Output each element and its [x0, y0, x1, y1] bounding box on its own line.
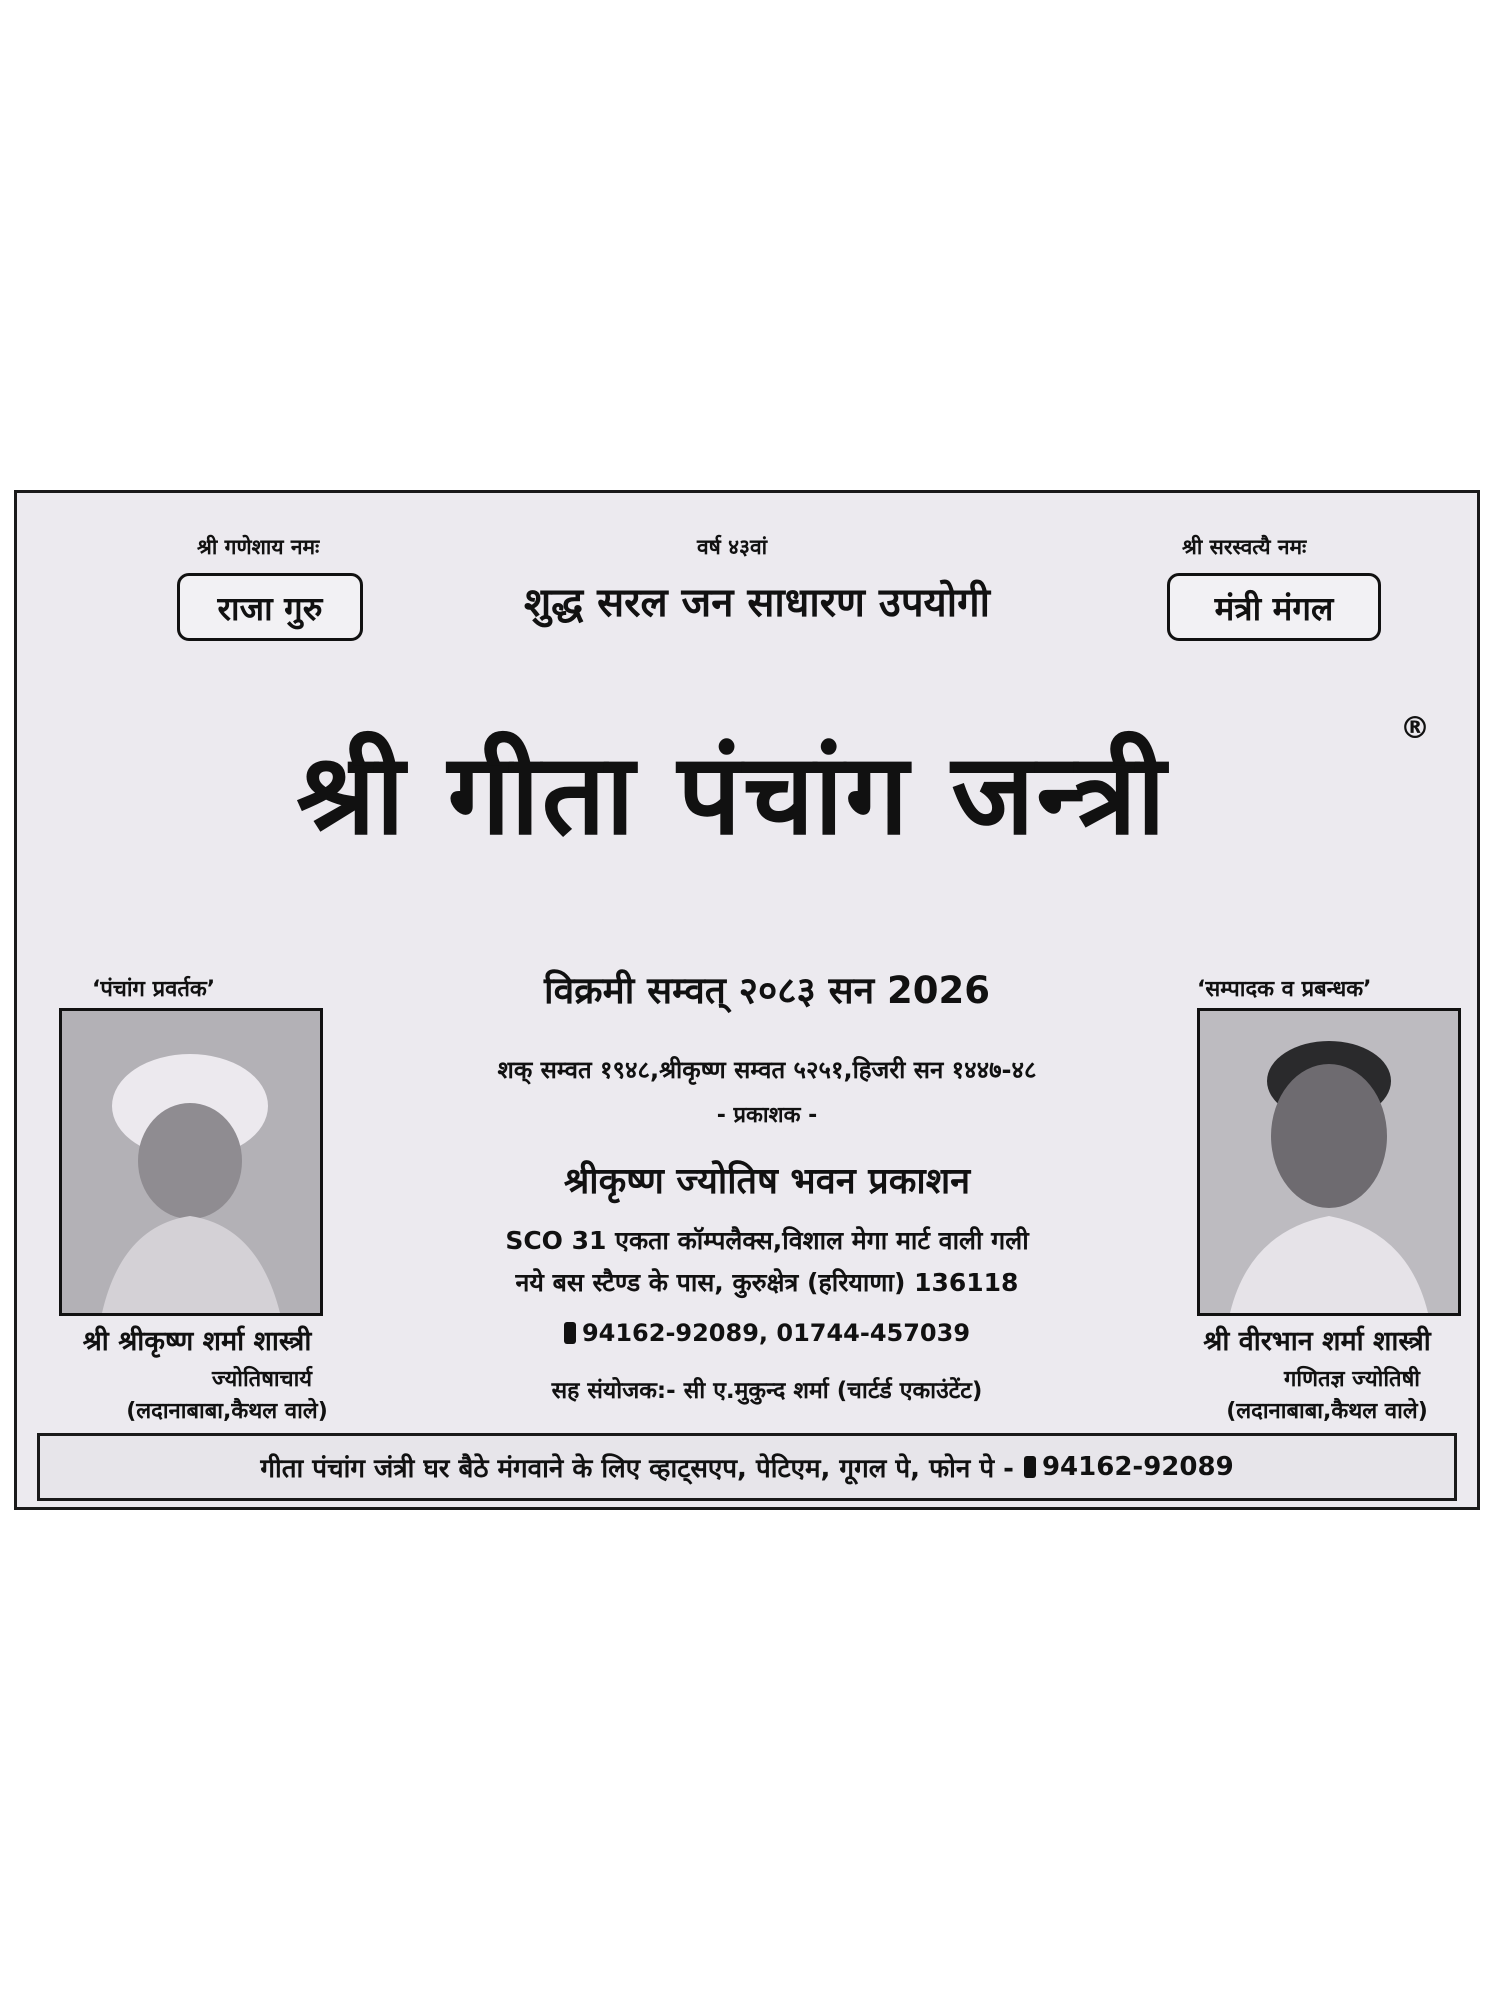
left-invocation: श्री गणेशाय नमः [197, 535, 320, 559]
portrait-man-icon [1200, 1011, 1458, 1313]
address-line-1: SCO 31 एकता कॉम्पलैक्स,विशाल मेगा मार्ट वाली गली [505, 1226, 1029, 1255]
shak-line: शक् सम्वत १९४८,श्रीकृष्ण सम्वत ५२५१,हिजरी सन १४४७-४८ [497, 1056, 1037, 1084]
phone-numbers: 94162-92089, 01744-457039 [581, 1319, 971, 1347]
phone-icon [564, 1322, 576, 1344]
left-person-photo [59, 1008, 323, 1316]
right-person-name: श्री वीरभान शर्मा शास्त्री [1203, 1326, 1431, 1357]
subtitle: शुद्ध सरल जन साधारण उपयोगी [524, 580, 990, 626]
right-person-place: (लदानाबाबा,कैथल वाले) [1226, 1399, 1428, 1424]
raja-guru-box: राजा गुरु [177, 573, 363, 641]
left-person-name: श्री श्रीकृष्ण शर्मा शास्त्री [82, 1326, 312, 1357]
panchang-cover [14, 490, 1480, 1510]
left-person-place: (लदानाबाबा,कैथल वाले) [126, 1399, 328, 1424]
main-title: श्री गीता पंचांग जन्त्री [296, 730, 1168, 860]
mantri-mangal-box: मंत्री मंगल [1167, 573, 1381, 641]
order-banner [37, 1433, 1457, 1501]
left-person-title: ज्योतिषाचार्य [211, 1367, 313, 1392]
publisher-name: श्रीकृष्ण ज्योतिष भवन प्रकाशन [563, 1161, 971, 1202]
order-text: गीता पंचांग जंत्री घर बैठे मंगवाने के लिए व्हाट्सएप, पेटिएम, गूगल पे, फोन पे - [260, 1454, 1014, 1484]
phone-icon [1024, 1456, 1036, 1478]
portrait-elder-icon [62, 1011, 320, 1313]
order-phone: 94162-92089 [1041, 1452, 1234, 1482]
left-person-role: ‘पंचांग प्रवर्तक’ [92, 977, 216, 1002]
order-text-row [40, 1436, 1454, 1498]
publisher-label: - प्रकाशक - [716, 1103, 818, 1128]
registered-mark: ® [1400, 711, 1430, 746]
right-person-title: गणितज्ञ ज्योतिषी [1284, 1367, 1420, 1392]
phone-line [377, 1319, 1157, 1347]
samvat-line: विक्रमी सम्वत् २०८३ सन 2026 [544, 969, 990, 1012]
right-invocation: श्री सरस्वत्यै नमः [1182, 535, 1307, 559]
right-person-photo [1197, 1008, 1461, 1316]
co-convener: सह संयोजक:- सी ए.मुकुन्द शर्मा (चार्टर्ड एकाउंटेंट) [551, 1378, 983, 1404]
year-label: वर्ष ४३वां [697, 535, 768, 559]
right-person-role: ‘सम्पादक व प्रबन्धक’ [1197, 977, 1372, 1002]
address-line-2: नये बस स्टैण्ड के पास, कुरुक्षेत्र (हरियाणा) 136118 [515, 1268, 1019, 1297]
